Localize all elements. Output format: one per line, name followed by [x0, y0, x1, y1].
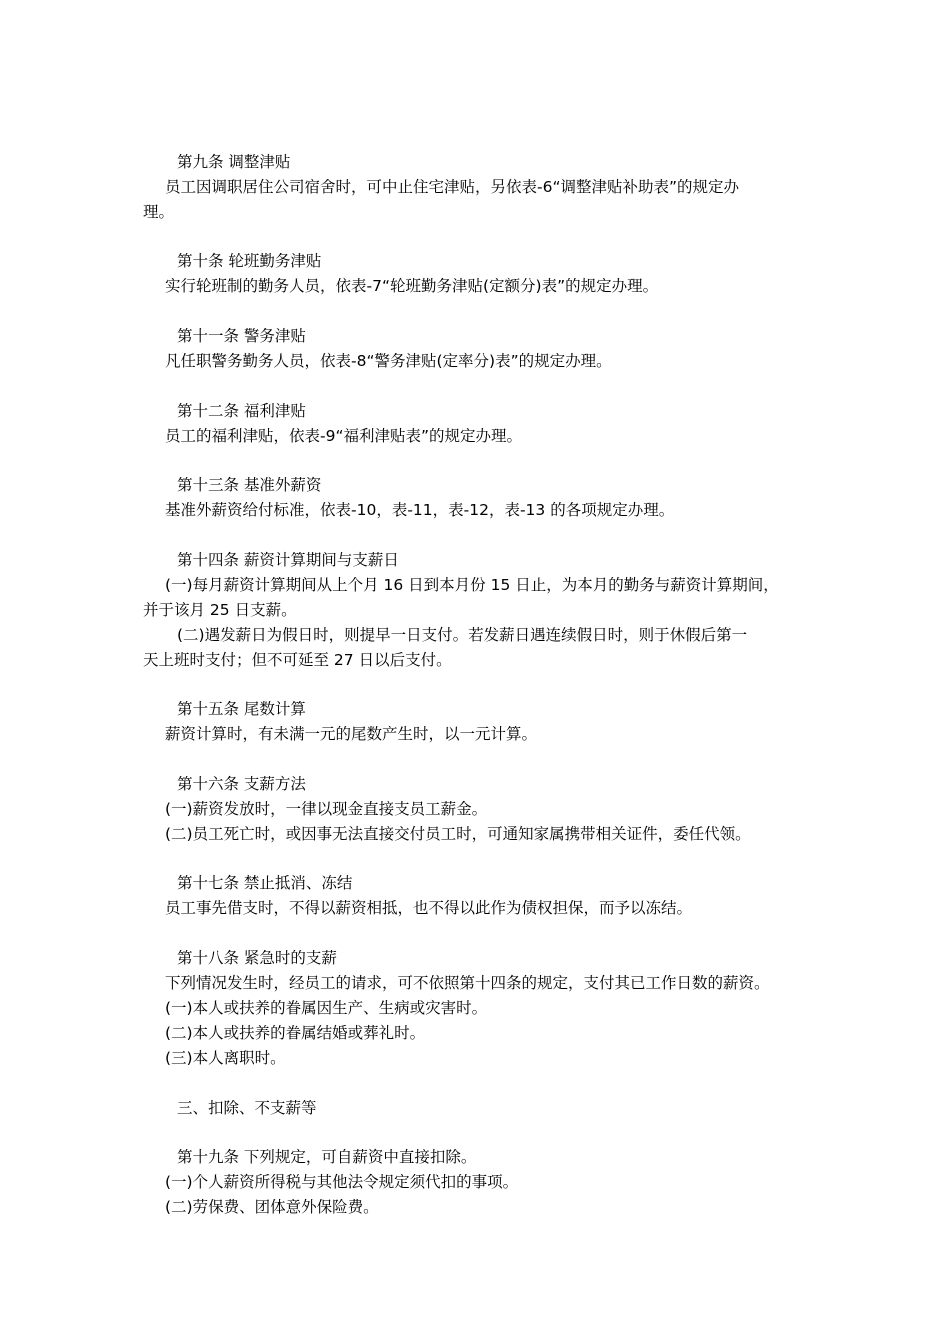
body-line: 凡任职警务勤务人员，依表-8“警务津贴(定率分)表”的规定办理。 [165, 352, 612, 370]
body-line: (二)遇发薪日为假日时，则提早一日支付。若发薪日遇连续假日时，则于休假后第一 [177, 626, 748, 644]
body-line: 并于该月 25 日支薪。 [143, 601, 297, 619]
section-heading: 第十三条 基准外薪资 [177, 476, 322, 494]
body-line: 薪资计算时，有未满一元的尾数产生时，以一元计算。 [165, 725, 538, 743]
section-heading: 第十一条 警务津贴 [177, 327, 306, 345]
body-line: 基准外薪资给付标准，依表-10，表-11，表-12，表-13 的各项规定办理。 [165, 501, 675, 519]
body-line: 员工因调职居住公司宿舍时，可中止住宅津贴，另依表-6“调整津贴补助表”的规定办 [165, 178, 740, 196]
body-line: (一)每月薪资计算期间从上个月 16 日到本月份 15 日止，为本月的勤务与薪资计算期间， [165, 576, 779, 594]
section-heading: 第十六条 支薪方法 [177, 775, 306, 793]
body-line: 实行轮班制的勤务人员，依表-7“轮班勤务津贴(定额分)表”的规定办理。 [165, 277, 659, 295]
body-line: (一)本人或扶养的眷属因生产、生病或灾害时。 [165, 999, 488, 1017]
body-line: (二)员工死亡时，或因事无法直接交付员工时，可通知家属携带相关证件，委任代领。 [165, 825, 751, 843]
body-line: 天上班时支付；但不可延至 27 日以后支付。 [143, 651, 452, 669]
body-line: (一)薪资发放时，一律以现金直接支员工薪金。 [165, 800, 488, 818]
body-line: 下列情况发生时，经员工的请求，可不依照第十四条的规定，支付其已工作日数的薪资。 [165, 974, 770, 992]
section-heading: 第十九条 下列规定，可自薪资中直接扣除。 [177, 1148, 477, 1166]
body-line: (三)本人离职时。 [165, 1049, 286, 1067]
section-heading: 第十四条 薪资计算期间与支薪日 [177, 551, 399, 569]
chapter-heading: 三、扣除、不支薪等 [177, 1099, 317, 1117]
section-heading: 第十条 轮班勤务津贴 [177, 252, 322, 270]
section-heading: 第十二条 福利津贴 [177, 402, 306, 420]
section-heading: 第十七条 禁止抵消、冻结 [177, 874, 353, 892]
section-heading: 第九条 调整津贴 [177, 153, 291, 171]
section-heading: 第十八条 紧急时的支薪 [177, 949, 337, 967]
body-line: (一)个人薪资所得税与其他法令规定须代扣的事项。 [165, 1173, 519, 1191]
body-line: 理。 [143, 203, 175, 221]
body-line: 员工的福利津贴，依表-9“福利津贴表”的规定办理。 [165, 427, 523, 445]
body-line: (二)劳保费、团体意外保险费。 [165, 1198, 379, 1216]
body-line: (二)本人或扶养的眷属结婚或葬礼时。 [165, 1024, 426, 1042]
body-line: 员工事先借支时，不得以薪资相抵，也不得以此作为债权担保，而予以冻结。 [165, 899, 693, 917]
section-heading: 第十五条 尾数计算 [177, 700, 306, 718]
